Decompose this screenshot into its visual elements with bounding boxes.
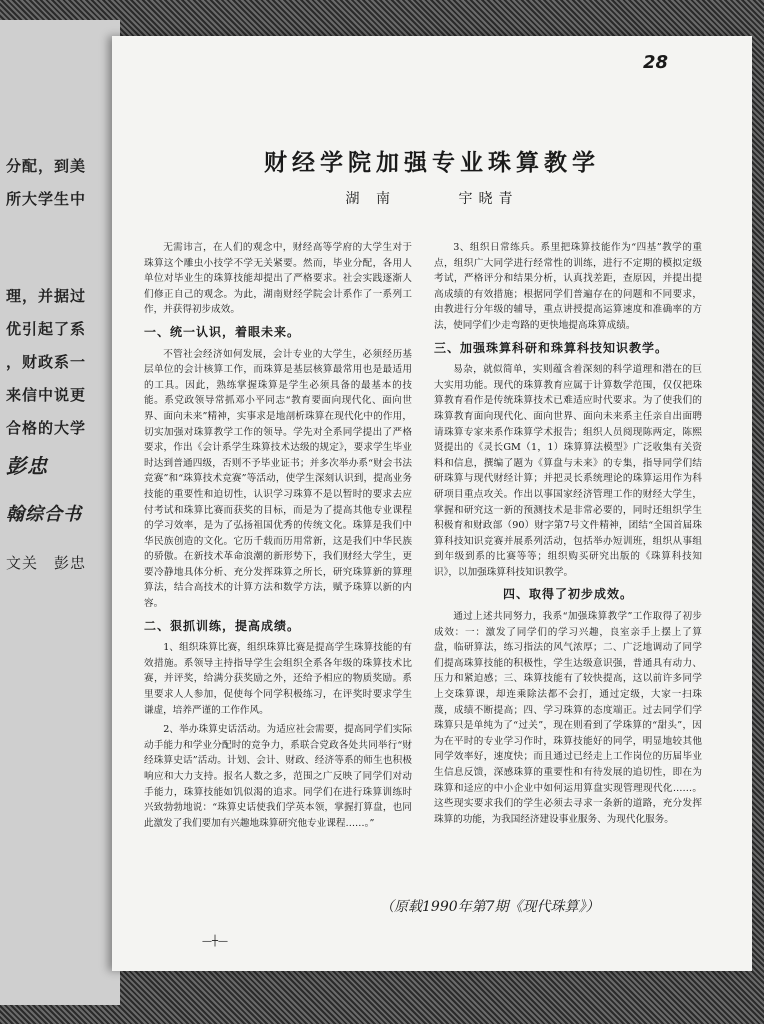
page-number: 28 (642, 52, 668, 73)
section-paragraph: 通过上述共同努力，我系“加强珠算教学”工作取得了初步成效：一：激发了同学们的学习兴趣，良室亲手上摆上了算盘，临研算法，练习指法的风气浓厚；二、广泛地调动了同学们提高珠算技能的积极性，学生达级意识强，普通具有动力、压力和紧迫感；三、珠算技能有了较快提高，这以前许多同学上交珠算课，却连乘除法都不会打，通过定级，大家一扫珠蔑，成绩不断提高；四、学习珠算的态度端正。过去同学们学珠算只是单纯为了“过关”，现在则看到了学珠算的“甜头”，因为在平时的专业学习作时，珠算技能好的同学，明显地较其他同学效率好，速度快；而且通过已经走上工作岗位的历届毕业生信息反馈，深感珠算的重要性和有待发展的追切性，即在为珠算和迳应的中小企业中如何运用算盘实现管理现代化……。这些现实要求我们的学生必须去寻求一条新的道路，充分发挥珠算的功能，为我国经济建设事业服务、为现代化服务。 (434, 611, 702, 825)
prev-text-line: 合格的大学 (6, 419, 87, 437)
prev-text-line: 理，并据过 (6, 287, 87, 305)
author-name: 宇晓青 (458, 191, 519, 207)
article-title: 财经学院加强专业珠算教学 (264, 150, 600, 176)
section-paragraph: 2、举办珠算史话活动。为适应社会需要，提高同学们实际动手能力和学业分配时的竞争力，系联合党政各处共同举行“财经珠算史话”活动。计划、会计、财政、经济等系的师生也积极响应和大力支持。报名人数之多，范围之广反映了同学们对动手能力，珠算技能如饥似渴的追求。同学们在进行珠算训练时兴致勃勃地说：“珠算史话使我们学英本领，掌握打算盘，也同此激发了我们要加有兴趣地珠算研究他专业课程……。” (144, 724, 412, 829)
section-paragraph: 3、组织日常练兵。系里把珠算技能作为“四基”教学的重点，组织广大同学进行经常性的训练，进行不定期的模拟定级考试，严格评分和结果分析，认真找差距，查原因，并提出提高成绩的有效措施；根据同学们普遍存在的问题和不同要求，由教进行分年级的辅导，重点讲授提高运算速度和准确率的方法，使同学们少走弯路的更快地提高珠算成绩。 (434, 242, 702, 331)
byline (112, 188, 752, 208)
section-heading: 四、取得了初步成效。 (502, 587, 633, 602)
prev-text-line: 文关 彭忠 (6, 554, 87, 572)
prev-text-line: 来信中说更 (6, 386, 87, 404)
previous-page-fragment (0, 20, 120, 1005)
section-heading: 二、狠抓训练，提高成绩。 (144, 618, 301, 633)
intro-paragraph: 无需讳言，在人们的观念中，财经高等学府的大学生对于珠算这个雕虫小技学不学无关紧要。然而，毕业分配，各用人单位对毕业生的珠算技能却提出了严格要求。社会实践逐渐人们修正自己的观念。为此，湖南财经学院会计系作了一系列工作，并获得初步成效。 (144, 242, 412, 316)
left-column (144, 240, 412, 835)
source-note: （原载1990年第7期《现代珠算》） (380, 899, 600, 915)
prev-text-line: 所大学生中 (6, 190, 87, 208)
prev-text-line: 优引起了系 (6, 320, 87, 338)
prev-text-line: ，财政系一 (6, 353, 87, 371)
section-heading: 三、加强珠算科研和珠算科技知识教学。 (434, 340, 669, 355)
section-paragraph: 1、组织珠算比赛，组织珠算比赛是提高学生珠算技能的有效措施。系领导主持指导学生会组织全系各年级的珠算技术比赛，并评奖，给满分获奖励之外，还给予相应的物质奖励。系里要求人人参加，促使每个同学积极练习，在评奖时要求学生谦虚，培养严谨的工作作风。 (144, 642, 412, 716)
right-column (434, 240, 702, 831)
section-paragraph: 易杂，就似简单，实则蕴含着深刻的科学道理和潜在的巨大实用功能。现代的珠算教育应属于计算数学范围，仅仅把珠算教育看作是传统珠算技术已难适应时代要求。为了使我们的珠算教育面向现代化、面向世界、面向未来系主任亲自出面聘请珠算专家来系作珠算学术报告；组织人员阅现陈两定，陈熙贤提出的《灵长GM（1，1）珠算算法模型》广泛收集有关资料和信息，撰编了题为《算盘与未来》的专集，指导同学们结研珠算与现代财经计算；并把灵长系统理论的珠算运用作为科研项目重点攻关。作出以事国家经济管理工作的财经大学生，掌握和研究这一新的预测技术是非常必要的，同时还组织学生积极育和财政部（90）财字第7号文件精神，团结“全国首届珠算科技知识竞赛并展系列活动，包括举办短训班，组织从事组到年级到系的比赛等等；组织购买研究出版的《珠算科技知识》，以加强珠算科技知识教学。 (434, 364, 702, 578)
prev-text-line: 分配，到美 (6, 157, 87, 175)
section-heading: 一、统一认识，着眼未来。 (144, 324, 301, 339)
section-paragraph: 不管社会经济如何发展，会计专业的大学生，必须经历基层单位的会计核算工作，而珠算是基层核算最常用也是最适用的工具。因此，熟练掌握珠算是学生必须具备的最基本的技能。系党政领导常抓邓小平同志“教育要面向现代化、面向世界、面向未来”精神，实事求是地剖析珠算在现代化中的作用，切实加强对珠算教学工作的领导。学先对全系同学提出了严格要求，作出《会计系学生珠算技术达级的规定》，要求学生毕业时达到普通四级，否则不予毕业证书；并多次举办系“财会书法竞赛”和“珠算技术竞赛”等活动，使学生深刻认识到，提高业务技能的重要性和迫切性，认识学习珠算不是以暂时的要求去应付考试和珠算比赛而获奖的目标，而是为了提高其他专业课程的学习效率，是为了弘扬祖国优秀的传统文化。珠算是我们中华民族创造的文化。它历千载而历用常新，这是我们中华民族的骄傲。在新技术革命浪潮的新形势下，我们财经大学生，更要冷静地具体分析、充分发挥珠算之所长，研究珠算新的算理算法，结合高技术的计算方法和数学方法，赋予珠算以新的内容。 (144, 348, 412, 610)
author-region: 湖 南 (345, 191, 396, 207)
article-page (112, 36, 752, 971)
scan-mark: —┼— (202, 936, 229, 947)
prev-handwritten-note: 翰综合书 (6, 504, 82, 525)
prev-handwritten-note: 彭忠 (6, 454, 48, 478)
